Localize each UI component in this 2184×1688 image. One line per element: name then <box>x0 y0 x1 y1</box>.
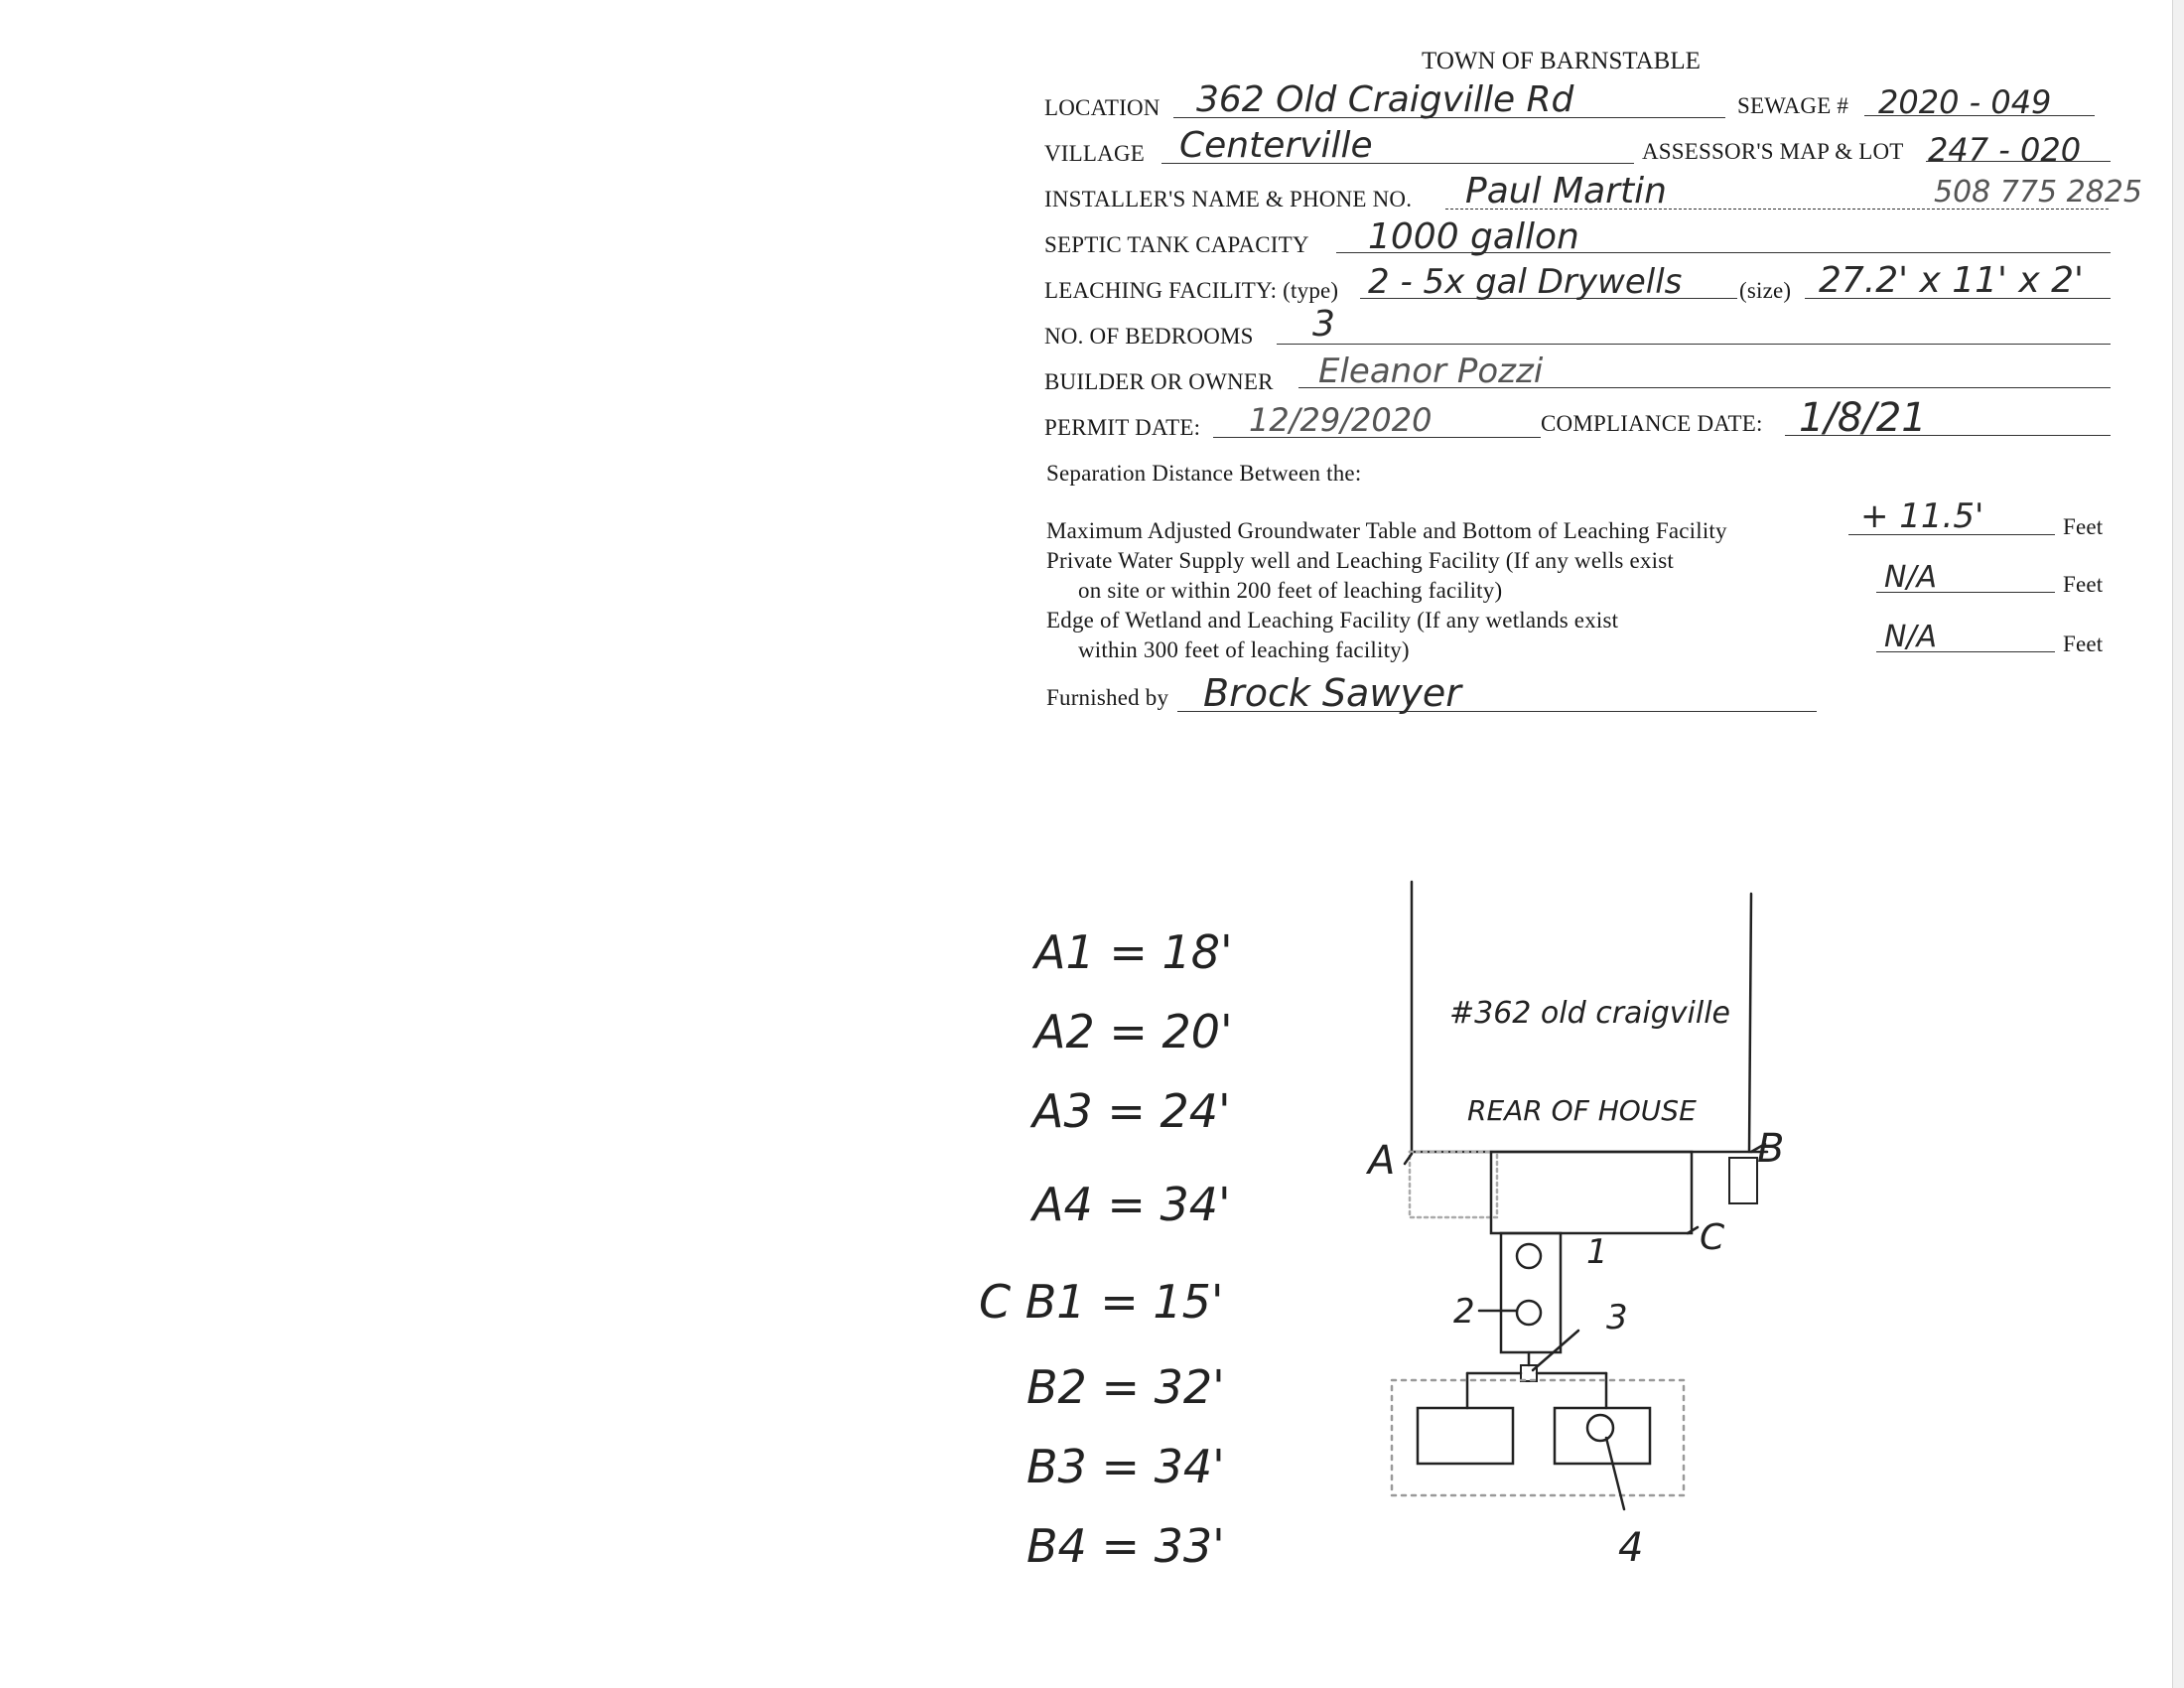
wetland-label-2: within 300 feet of leaching facility) <box>1078 637 1410 662</box>
leaching-type-label: LEACHING FACILITY: (type) <box>1044 278 1339 303</box>
site-sketch <box>1350 854 1787 1589</box>
permit-value: 12/29/2020 <box>1249 401 1433 439</box>
measurement-a4: A4 = 34' <box>1032 1178 1231 1231</box>
installer-label: INSTALLER'S NAME & PHONE NO. <box>1044 187 1413 211</box>
size-value: 27.2' x 11' x 2' <box>1819 260 2084 301</box>
drywell-left <box>1418 1408 1513 1464</box>
location-value: 362 Old Craigville Rd <box>1196 79 1574 120</box>
bulkhead <box>1729 1158 1757 1203</box>
callout-1: 1 <box>1586 1232 1608 1272</box>
deck-left <box>1410 1152 1497 1217</box>
installer-name: Paul Martin <box>1465 171 1667 211</box>
furnished-label: Furnished by <box>1046 685 1169 710</box>
size-label: (size) <box>1739 278 1792 303</box>
house-wall-right <box>1749 894 1751 1152</box>
well-label-1: Private Water Supply well and Leaching Facility (If any wells exist <box>1046 548 1674 573</box>
tank-label: SEPTIC TANK CAPACITY <box>1044 232 1309 257</box>
measurement-b2: B2 = 32' <box>1026 1360 1225 1414</box>
measurement-a3: A3 = 24' <box>1032 1084 1231 1138</box>
measurement-a2: A2 = 20' <box>1034 1005 1233 1058</box>
septic-tank <box>1491 1152 1692 1233</box>
house-label-1: #362 old craigville <box>1449 996 1731 1031</box>
inlet-cover <box>1517 1244 1541 1268</box>
installer-phone: 508 775 2825 <box>1934 175 2142 210</box>
measurement-b1: C B1 = 15' <box>979 1275 1224 1329</box>
village-value: Centerville <box>1179 125 1373 166</box>
well-feet: Feet <box>2063 572 2104 597</box>
village-label: VILLAGE <box>1044 141 1146 166</box>
callout-3: 3 <box>1606 1298 1628 1337</box>
assessor-label: ASSESSOR'S MAP & LOT <box>1642 139 1904 164</box>
separation-heading: Separation Distance Between the: <box>1046 461 1362 486</box>
tank-riser-box <box>1501 1233 1561 1352</box>
bedrooms-value: 3 <box>1312 304 1335 345</box>
wetland-value: N/A <box>1884 620 1938 654</box>
well-value: N/A <box>1884 560 1938 595</box>
furnished-value: Brock Sawyer <box>1203 671 1461 715</box>
compliance-value: 1/8/21 <box>1799 395 1927 441</box>
groundwater-feet: Feet <box>2063 514 2104 539</box>
sewage-value: 2020 - 049 <box>1878 83 2052 121</box>
bedrooms-label: NO. OF BEDROOMS <box>1044 324 1254 349</box>
leaching-area <box>1392 1380 1684 1495</box>
leaching-type-value: 2 - 5x gal Drywells <box>1368 262 1683 302</box>
measurement-b3: B3 = 34' <box>1026 1440 1225 1493</box>
compliance-label: COMPLIANCE DATE: <box>1541 411 1763 436</box>
tank-value: 1000 gallon <box>1368 216 1579 257</box>
point-c: C <box>1700 1217 1725 1258</box>
sewage-label: SEWAGE # <box>1737 93 1849 118</box>
builder-value: Eleanor Pozzi <box>1318 352 1544 391</box>
groundwater-label: Maximum Adjusted Groundwater Table and Bottom of Leaching Facility <box>1046 518 1727 543</box>
bedrooms-line <box>1277 344 2111 345</box>
wetland-label-1: Edge of Wetland and Leaching Facility (If any wetlands exist <box>1046 608 1619 633</box>
point-a: A <box>1368 1138 1396 1184</box>
groundwater-value: + 11.5' <box>1860 496 1984 536</box>
callout-line-3 <box>1533 1331 1578 1370</box>
callout-line-4 <box>1606 1438 1624 1509</box>
point-b: B <box>1757 1126 1785 1172</box>
assessor-value: 247 - 020 <box>1928 131 2082 169</box>
callout-4: 4 <box>1618 1525 1644 1571</box>
wetland-feet: Feet <box>2063 632 2104 656</box>
well-label-2: on site or within 200 feet of leaching facility) <box>1078 578 1503 603</box>
house-label-2: REAR OF HOUSE <box>1467 1094 1697 1127</box>
location-label: LOCATION <box>1044 95 1160 120</box>
builder-label: BUILDER OR OWNER <box>1044 369 1274 394</box>
drywell-cover <box>1587 1415 1613 1441</box>
callout-2: 2 <box>1453 1292 1475 1332</box>
scan-edge <box>2172 0 2184 1688</box>
measurement-b4: B4 = 33' <box>1026 1519 1225 1573</box>
outlet-cover <box>1517 1301 1541 1325</box>
form-title: TOWN OF BARNSTABLE <box>1422 48 1701 74</box>
permit-label: PERMIT DATE: <box>1044 415 1201 440</box>
measurement-a1: A1 = 18' <box>1034 925 1233 979</box>
